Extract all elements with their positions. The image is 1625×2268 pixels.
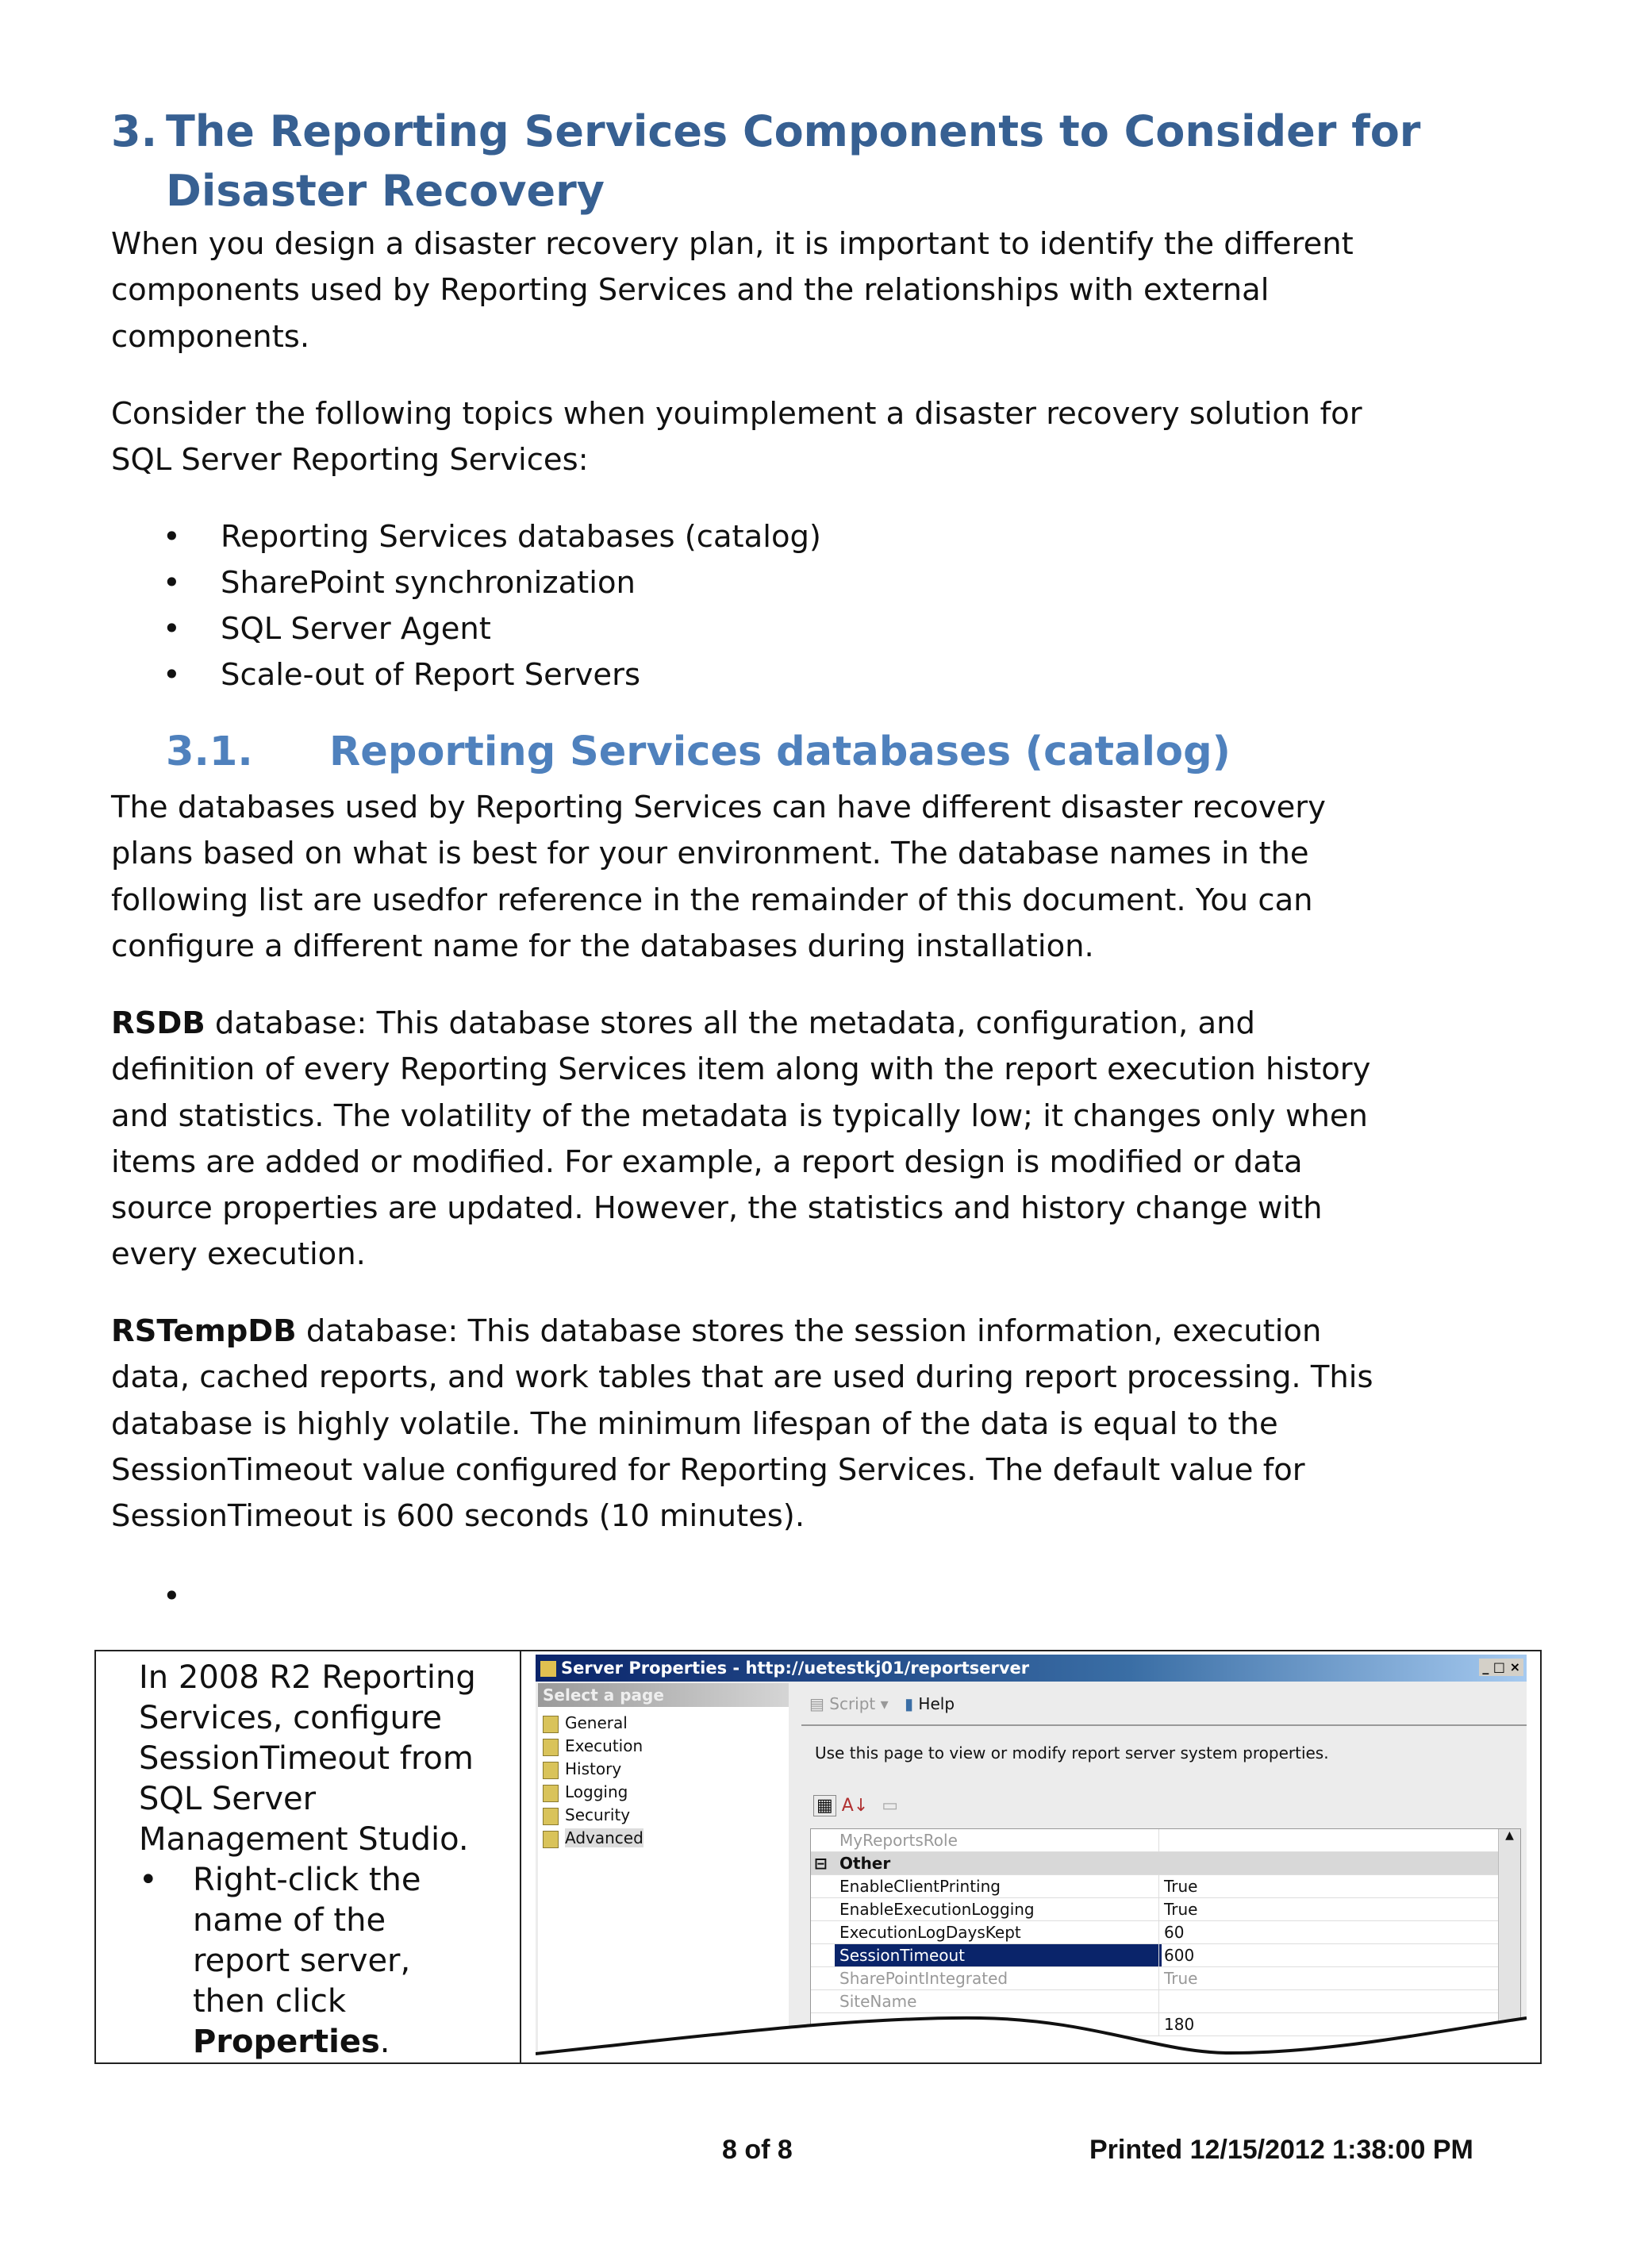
text-line: SessionTimeout is 600 seconds (10 minutes). (111, 1498, 805, 1535)
property-value: True (1158, 1898, 1197, 1920)
torn-edge-wave (536, 1655, 1527, 2055)
empty-bullet: • (163, 1578, 181, 1614)
databases-paragraph (111, 785, 1326, 970)
property-name: MyReportsRole (839, 1831, 958, 1850)
step-item (139, 1860, 520, 2062)
property-value: 600 (1158, 1944, 1194, 1966)
text: database: This database stores all the metadata, configuration, and (205, 1005, 1255, 1041)
subsection-number: 3.1. (166, 728, 253, 775)
text-line: database is highly volatile. The minimum lifespan of the data is equal to the (111, 1405, 1278, 1442)
page-label: General (565, 1713, 628, 1732)
list-item-text: Scale-out of Report Servers (221, 657, 640, 693)
text-line: items are added or modified. For example, a report design is modified or data (111, 1144, 1303, 1180)
text-line: source properties are updated. However, the statistics and history change with (111, 1190, 1323, 1227)
property-name: ExecutionLogDaysKept (839, 1923, 1021, 1942)
text-line: In 2008 R2 Reporting (139, 1659, 476, 1696)
instruction-cell (95, 1651, 521, 2063)
property-value: True (1158, 1967, 1197, 1989)
page-label: History (565, 1759, 622, 1778)
group-label: Other (839, 1854, 891, 1873)
help-icon: ▮ (905, 1694, 914, 1713)
scroll-up-icon[interactable]: ▲ (1505, 1829, 1514, 1842)
property-name: EnableClientPrinting (839, 1877, 1001, 1896)
page-label: Execution (565, 1736, 643, 1755)
text-line: Consider the following topics when youimplement a disaster recovery solution for (111, 396, 1362, 432)
properties-term: Properties (193, 2024, 380, 2060)
term-rsdb: RSDB (111, 1005, 206, 1041)
help-label: Help (918, 1694, 955, 1713)
text-line: name of the (193, 1902, 386, 1939)
section-number: 3. (111, 106, 158, 156)
collapse-icon[interactable]: ⊟ (814, 1854, 828, 1873)
subsection-title: Reporting Services databases (catalog) (329, 728, 1231, 775)
text-line: components. (111, 318, 310, 355)
text-line: Management Studio. (139, 1821, 469, 1858)
text-line: configure a different name for the databases during installation. (111, 928, 1094, 964)
term-rstempdb: RSTempDB (111, 1313, 297, 1349)
list-item-text: Reporting Services databases (catalog) (221, 519, 821, 555)
text-line: SessionTimeout from (139, 1740, 474, 1777)
page-label: Security (565, 1805, 631, 1824)
list-item (163, 606, 1115, 652)
bullet: • (163, 657, 181, 693)
section-title-line-1: The Reporting Services Components to Consider for (166, 106, 1421, 156)
page-number: 8 of 8 (722, 2135, 793, 2165)
text-line: Right-click the (193, 1862, 421, 1898)
property-name: SharePointIntegrated (839, 1969, 1008, 1988)
page-label: Advanced (565, 1828, 643, 1847)
text: database: This database stores the session information, execution (296, 1313, 1322, 1349)
list-item-text: SQL Server Agent (221, 611, 491, 647)
property-name: EnableExecutionLogging (839, 1900, 1035, 1919)
property-value: 60 (1158, 1921, 1184, 1943)
select-page-header: Select a page (538, 1683, 789, 1707)
text-line: following list are usedfor reference in the remainder of this document. You can (111, 882, 1313, 918)
text-line: then click (193, 1983, 347, 2020)
text: . (379, 2024, 390, 2060)
list-item (163, 560, 1115, 606)
rsdb-paragraph (111, 1001, 1370, 1278)
property-value: True (1158, 1875, 1197, 1897)
text-line: SessionTimeout value configured for Reporting Services. The default value for (111, 1451, 1305, 1488)
text-line (111, 1001, 1370, 1047)
consider-paragraph (111, 391, 1362, 484)
text-line: SQL Server (139, 1781, 317, 1817)
page-label: Logging (565, 1782, 628, 1801)
text-line: When you design a disaster recovery plan, it is important to identify the different (111, 226, 1354, 262)
text-line: plans based on what is best for your environment. The database names in the (111, 836, 1309, 872)
description: Use this page to view or modify report server system properties. (815, 1743, 1329, 1763)
bullet: • (163, 611, 181, 647)
intro-paragraph (111, 221, 1354, 360)
text-line (193, 2022, 520, 2062)
bullet: • (163, 565, 181, 601)
topic-list (163, 514, 1115, 705)
text-line: data, cached reports, and work tables that are used during report processing. This (111, 1359, 1373, 1396)
property-name: SessionTimeout (835, 1944, 1162, 1966)
script-label: Script (829, 1694, 876, 1713)
bullet: • (139, 1862, 158, 1898)
sort-alphabetical-icon[interactable]: A↓ (841, 1796, 869, 1816)
property-pages-icon[interactable]: ▭ (882, 1796, 899, 1816)
text-line: and statistics. The volatility of the metadata is typically low; it changes only when (111, 1097, 1368, 1134)
window-title: Server Properties - http://uetestkj01/reportserver (561, 1659, 1030, 1678)
list-item-text: SharePoint synchronization (221, 565, 636, 601)
script-button[interactable]: ▤ Script ▾ (809, 1694, 889, 1713)
text-line: definition of every Reporting Services item along with the report execution history (111, 1051, 1371, 1088)
list-item (163, 652, 1115, 698)
property-value: 180 (1158, 2013, 1194, 2035)
property-name: SiteName (839, 1992, 917, 2011)
server-properties-screenshot (536, 1655, 1527, 2055)
text-line: Services, configure (139, 1700, 443, 1736)
window-controls-icon[interactable]: _ □ × (1479, 1659, 1523, 1676)
rstempdb-paragraph (111, 1309, 1373, 1540)
bullet: • (163, 519, 181, 555)
text-line (111, 1309, 1373, 1355)
text-line: report server, (193, 1943, 411, 1979)
categorized-icon[interactable]: ▦ (813, 1795, 836, 1816)
printed-timestamp: Printed 12/15/2012 1:38:00 PM (1089, 2135, 1473, 2165)
text-line: The databases used by Reporting Services can have different disaster recovery (111, 790, 1326, 825)
text-line: SQL Server Reporting Services: (111, 442, 589, 479)
list-item (163, 514, 1115, 560)
section-title-line-2: Disaster Recovery (166, 166, 605, 216)
text-line: every execution. (111, 1236, 366, 1273)
text-line: components used by Reporting Services and the relationships with external (111, 272, 1270, 309)
